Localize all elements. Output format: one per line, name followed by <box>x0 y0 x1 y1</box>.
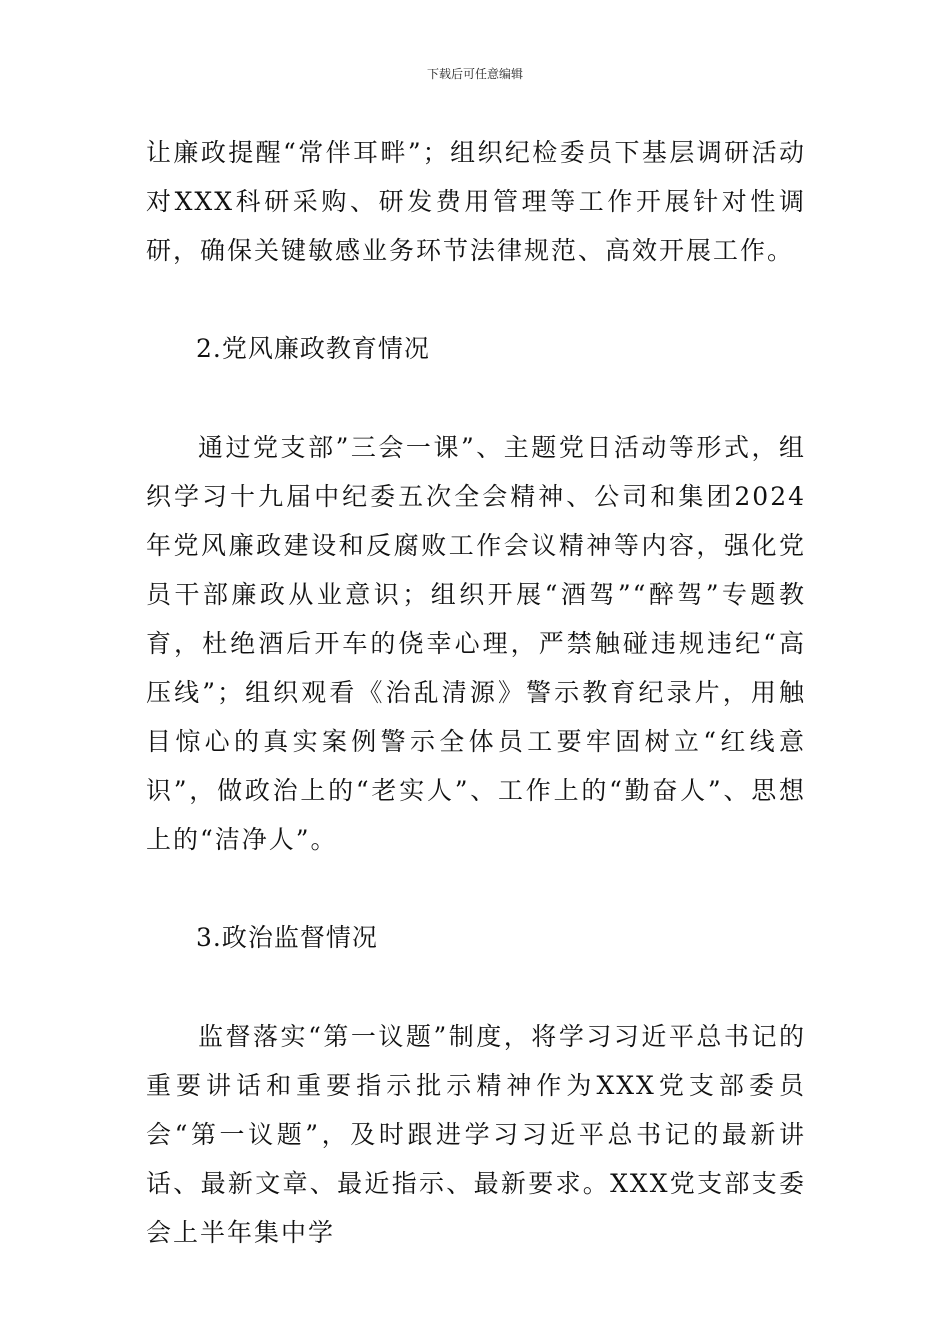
paragraph-political-supervision: 监督落实“第一议题”制度，将学习习近平总书记的重要讲话和重要指示批示精神作为XXX党支部委员会“第一议题”，及时跟进学习习近平总书记的最新讲话、最新文章、最近指示、最新要求。XXX党支部支委会上半年集中学 <box>146 1022 806 1247</box>
spacer <box>146 275 806 324</box>
document-body <box>146 128 806 1257</box>
section-heading-political-supervision: 3.政治监督情况 <box>196 923 378 952</box>
spacer <box>146 373 806 423</box>
paragraph-procurement-research: 让廉政提醒“常伴耳畔”；组织纪检委员下基层调研活动对XXX科研采购、研发费用管理等工作开展针对性调研，确保关键敏感业务环节法律规范、高效开展工作。 <box>146 138 806 265</box>
spacer <box>146 864 806 913</box>
spacer <box>146 962 806 1012</box>
page-header: 下载后可任意编辑 <box>426 67 523 81</box>
section-heading-integrity-education: 2.党风廉政教育情况 <box>196 334 430 363</box>
paragraph-integrity-education: 通过党支部”三会一课”、主题党日活动等形式，组织学习十九届中纪委五次全会精神、公司和集团2024年党风廉政建设和反腐败工作会议精神等内容，强化党员干部廉政从业意识；组织开展“酒驾”“醉驾”专题教育，杜绝酒后开车的侥幸心理，严禁触碰违规违纪“高压线”；组织观看《治乱清源》警示教育纪录片，用触目惊心的真实案例警示全体员工要牢固树立“红线意识”，做政治上的“老实人”、工作上的“勤奋人”、思想上的“洁净人”。 <box>146 433 806 854</box>
